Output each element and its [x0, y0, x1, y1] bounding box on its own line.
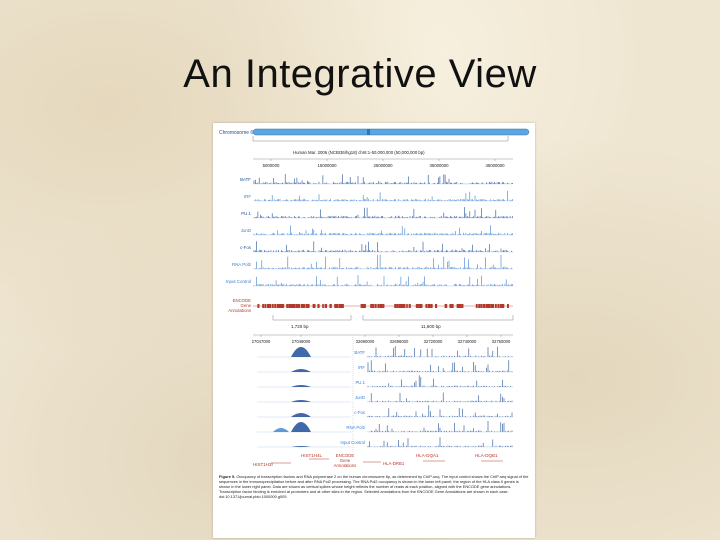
encode-gene-block — [269, 304, 271, 308]
bp-label-left: 1,720 bp — [291, 324, 309, 329]
encode-gene-block — [507, 304, 509, 308]
track-label-bottom: RNA Pol2 — [346, 425, 365, 430]
encode-gene-block — [257, 304, 259, 308]
encode-gene-block — [452, 304, 454, 308]
caption-lead: Figure 5. — [219, 474, 236, 479]
coord-top-label: 35000000 — [429, 163, 449, 168]
encode-gene-block — [416, 304, 419, 308]
encode-gene-block — [428, 304, 431, 308]
track-label-top: IRF — [243, 194, 251, 199]
peak-left-panel — [291, 369, 311, 372]
caption-text: Occupancy of transcription factors and RNA polymerase 2 on the human chromosome 6p, as determined by ChIP-seq. The input control shows the ChIP-seq signal of the sequences in the immunoprecipitation before and after RNA Pol2 processing. The RNA Pol2 occupancy is shown in the lower left panel; the region of the HLA class II genes is shown in the lower right panel. Data are shown as vertical spikes whose height reflects the number of reads at each position, aligned with the ENCODE gene annotations. Transcription factor binding is enriched at promoters and at other sites in the region. Selected annotations from the ENCODE Gene Annotations are shown in each case. doi:10.1371/journal.pbio.1000000.g005 — [219, 474, 529, 499]
encode-gene-block — [325, 304, 327, 308]
signal-spikes-top — [254, 174, 513, 184]
coord-bottom-label: 32696000 — [389, 339, 409, 344]
figure-graphic — [213, 123, 535, 473]
encode-gene-block — [435, 304, 437, 308]
encode-gene-block — [375, 304, 377, 308]
peak-left-panel — [291, 446, 311, 447]
encode-bottom-label-1: ENCODE — [335, 453, 355, 458]
encode-gene-block — [334, 304, 337, 308]
coord-top-label: 5000000 — [262, 163, 280, 168]
encode-gene-block — [329, 304, 331, 308]
coord-bottom-label: 32750000 — [491, 339, 511, 344]
peak-left-panel — [291, 347, 311, 357]
encode-gene-block — [409, 304, 411, 308]
coord-bottom-label: 32690000 — [355, 339, 375, 344]
peak-left-panel — [291, 422, 311, 432]
signal-spikes-bottom — [368, 421, 512, 432]
coord-bottom-label: 27047000 — [251, 339, 271, 344]
track-label-bottom: BATF — [354, 350, 365, 355]
encode-gene-block — [425, 304, 427, 308]
tracks-bottom — [257, 346, 513, 447]
encode-gene-block — [298, 304, 300, 308]
peak-left-panel — [291, 413, 311, 417]
signal-spikes-bottom — [368, 393, 512, 403]
encode-gene-block — [399, 304, 402, 308]
signal-spikes-bottom — [368, 375, 512, 387]
peak-left-panel — [291, 400, 311, 402]
gene-annotations-bottom — [253, 453, 503, 468]
encode-gene-block — [421, 304, 423, 308]
zoom-bracket-top — [253, 136, 508, 141]
encode-gene-block — [313, 304, 316, 308]
zoom-bracket-right — [363, 315, 513, 320]
encode-gene-block — [445, 304, 448, 308]
encode-gene-block — [401, 304, 404, 308]
encode-gene-block — [293, 304, 295, 308]
coord-bottom-label: 32720000 — [423, 339, 443, 344]
track-label-top: JunD — [240, 228, 251, 233]
chromosome-ideogram — [253, 129, 529, 135]
encode-gene-block — [267, 304, 270, 308]
encode-gene-block — [363, 304, 366, 308]
encode-gene-block — [317, 304, 319, 308]
coordinate-labels-bottom — [252, 335, 511, 453]
signal-spikes-top — [254, 191, 513, 201]
encode-gene-block — [459, 304, 461, 308]
zoom-bracket-left — [273, 315, 351, 320]
signal-spikes-bottom — [368, 405, 512, 417]
coord-top-label: 45000000 — [485, 163, 505, 168]
gene-label-hist1h3i: HIST1H3I — [253, 462, 273, 467]
encode-gene-block — [406, 304, 408, 308]
signal-spikes-top — [254, 207, 513, 218]
signal-spikes-top — [254, 275, 513, 286]
encode-gene-block — [303, 304, 305, 308]
encode-gene-block — [291, 304, 294, 308]
encode-label-3: Annotations — [228, 308, 251, 313]
signal-spikes-bottom — [368, 360, 512, 372]
slide-title: An Integrative View — [183, 52, 537, 96]
encode-gene-block — [286, 304, 288, 308]
encode-gene-block — [493, 304, 495, 308]
signal-spikes-top — [254, 255, 513, 269]
figure-caption — [219, 474, 529, 499]
track-label-top: PU.1 — [241, 211, 251, 216]
encode-gene-block — [380, 304, 383, 308]
signal-spikes-bottom — [368, 437, 512, 447]
encode-gene-block — [478, 304, 480, 308]
signal-spikes-bottom — [368, 346, 512, 357]
encode-gene-block — [495, 304, 497, 308]
track-label-top: Input Control — [225, 279, 251, 284]
chromosome-label: Chromosome 6 — [219, 130, 254, 136]
genome-browser-figure — [213, 123, 535, 538]
coord-top-label: 15000000 — [317, 163, 337, 168]
encode-label-2: Gene — [240, 303, 251, 308]
coord-top-label: 25000000 — [373, 163, 393, 168]
encode-gene-block — [430, 304, 432, 308]
track-label-bottom: Input Control — [340, 440, 365, 445]
peak-left-panel-secondary — [273, 428, 289, 432]
tracks-top — [226, 174, 513, 286]
track-label-top: RNA Pol2 — [231, 262, 251, 267]
encode-gene-block — [274, 304, 276, 308]
encode-bottom-label-3: Annotations — [333, 463, 357, 468]
encode-annotations-top — [228, 298, 513, 313]
encode-gene-block — [262, 304, 264, 308]
coordinate-labels-top — [263, 159, 506, 168]
encode-gene-block — [377, 304, 379, 308]
coord-bottom-label: 32740000 — [457, 339, 477, 344]
encode-gene-block — [281, 304, 284, 308]
encode-gene-block — [370, 304, 372, 308]
encode-gene-block — [483, 304, 485, 308]
track-label-top: c-Fos — [240, 245, 251, 250]
encode-gene-block — [397, 304, 399, 308]
track-label-bottom: c-Fos — [354, 410, 365, 415]
encode-gene-block — [394, 304, 396, 308]
encode-bottom-label-2: Gene — [339, 458, 351, 463]
gene-label-hla-drb1: HLA-DRB1 — [383, 461, 405, 466]
encode-gene-block — [265, 304, 267, 308]
encode-gene-block — [289, 304, 292, 308]
peak-left-panel — [291, 385, 311, 387]
encode-gene-block — [488, 304, 490, 308]
encode-gene-block — [341, 304, 344, 308]
encode-gene-block — [337, 304, 339, 308]
bp-label-right: 11,600 bp — [421, 324, 441, 329]
encode-label-1: ENCODE — [232, 298, 251, 303]
encode-gene-block — [272, 304, 274, 308]
coord-bottom-label: 27049000 — [291, 339, 311, 344]
encode-gene-block — [322, 304, 324, 308]
signal-spikes-top — [254, 225, 513, 235]
signal-spikes-top — [254, 241, 513, 252]
encode-gene-block — [382, 304, 384, 308]
track-label-bottom: JunD — [354, 395, 365, 400]
encode-gene-block — [296, 304, 299, 308]
gene-label-hla-dqa1: HLA-DQA1 — [416, 453, 439, 458]
encode-gene-block — [373, 304, 375, 308]
track-label-bottom: IRF — [358, 365, 365, 370]
encode-gene-block — [481, 304, 483, 308]
encode-gene-block — [404, 304, 406, 308]
encode-gene-block — [476, 304, 478, 308]
encode-gene-block — [457, 304, 459, 308]
track-label-top: BATF — [240, 177, 251, 182]
gene-label-hist1h4l: HIST1H4L — [301, 453, 323, 458]
encode-gene-block — [497, 304, 499, 308]
encode-gene-block — [461, 304, 463, 308]
encode-gene-block — [418, 304, 421, 308]
encode-gene-block — [502, 304, 504, 308]
encode-gene-block — [308, 304, 310, 308]
gene-label-hla-dqb1: HLA-DQB1 — [475, 453, 498, 458]
region-label: Human Mar. 2006 (NCBI36/hg18) chr6:1-50,000,000 (50,000,000 bp) — [293, 150, 425, 155]
track-label-bottom: PU.1 — [355, 380, 365, 385]
centromere-mark — [367, 129, 370, 135]
